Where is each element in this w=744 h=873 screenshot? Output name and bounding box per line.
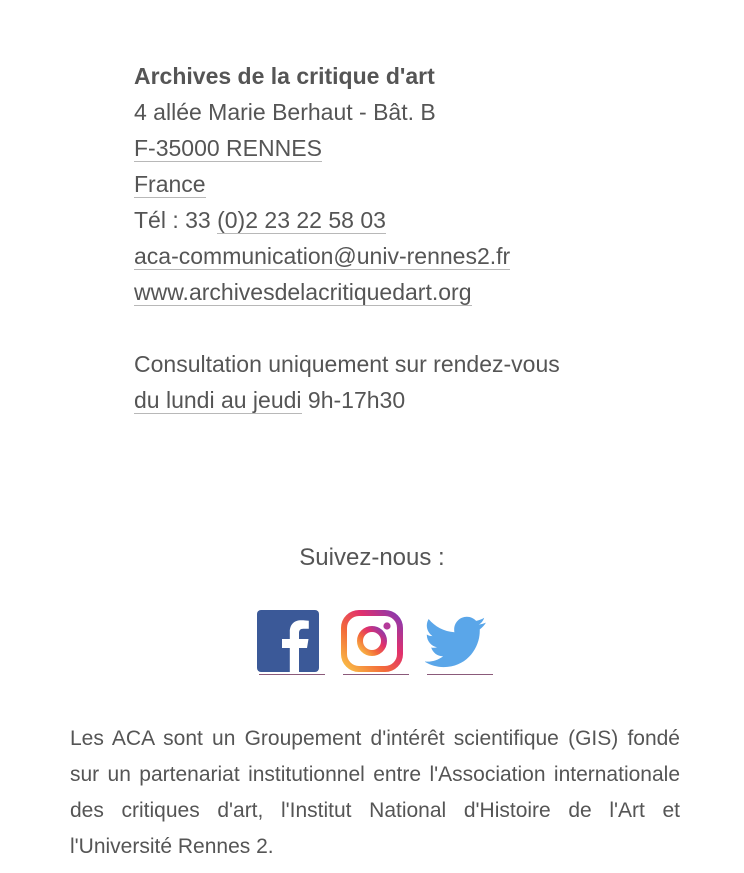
facebook-icon [257,610,319,672]
street-address: 4 allée Marie Berhaut - Bât. B [134,99,436,125]
social-links [0,610,744,672]
opening-times: 9h-17h30 [301,387,406,413]
follow-title: Suivez-nous : [299,544,445,571]
twitter-icon [425,610,487,672]
phone-prefix: Tél : 33 [134,207,218,233]
phone-link[interactable]: (0)2 23 22 58 03 [217,207,386,233]
instagram-link[interactable] [341,610,403,672]
website-link[interactable]: www.archivesdelacritiquedart.org [134,279,472,305]
spacer [134,310,560,346]
phone-line [134,202,560,238]
instagram-icon [341,610,403,672]
contact-block [134,58,560,418]
postcode-city-link[interactable]: F-35000 RENNES [134,135,322,161]
org-name: Archives de la critique d'art [134,63,435,89]
about-text: Les ACA sont un Groupement d'intérêt scientifique (GIS) fondé sur un partenariat institutionnel entre l'Association internationale des critiques d'art, l'Institut National d'Histoire de l'Art et l'Université Rennes 2. [70,727,680,858]
email-link[interactable]: aca-communication@univ-rennes2.fr [134,243,511,269]
days-link[interactable]: du lundi au jeudi [134,387,302,413]
country-link[interactable]: France [134,171,206,197]
twitter-link[interactable] [425,610,487,672]
opening-hours [134,382,560,418]
consultation-note: Consultation uniquement sur rendez-vous [134,351,560,377]
facebook-link[interactable] [257,610,319,672]
